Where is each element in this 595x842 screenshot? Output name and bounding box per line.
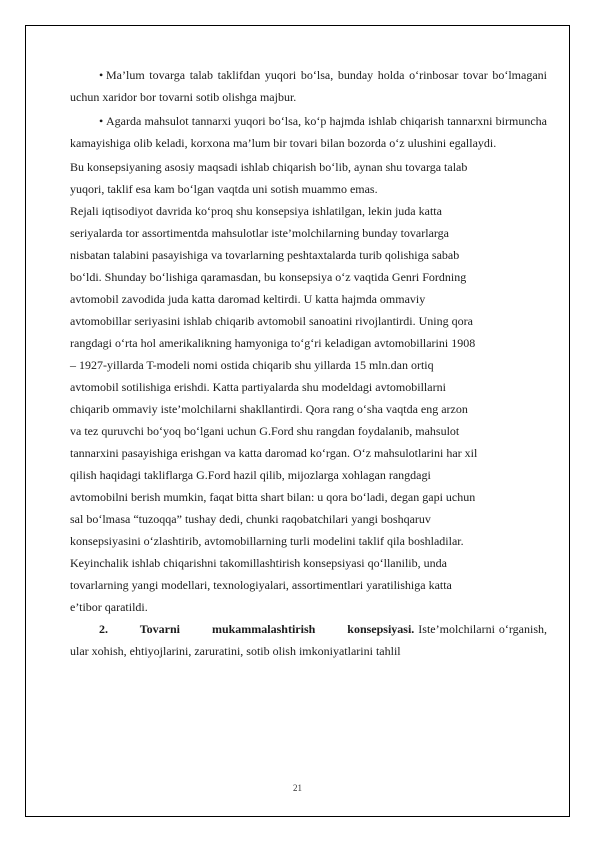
text-line: qilish haqidagi takliflarga G.Ford hazil qilib, mijozlarga xohlagan rangdagi — [70, 468, 431, 482]
text-line: avtomobillar seriyasini ishlab chiqarib avtomobil sanoatini rivojlantirdi. Uning qora — [70, 314, 473, 328]
text-line: yuqori, taklif esa kam bo‘lgan vaqtda uni sotish muammo emas. — [70, 182, 378, 196]
text-line: seriyalarda tor assortimentda mahsulotlar iste’molchilarning bunday tovarlarga — [70, 226, 449, 240]
section-heading: 2. Tovarni mukammalashtirish konsepsiyasi. — [99, 622, 415, 636]
section-2-paragraph — [70, 618, 547, 662]
text-line: avtomobil sotilishiga erishdi. Katta partiyalarda shu modeldagi avtomobillarni — [70, 380, 446, 394]
text-line: bo‘ldi. Shunday bo‘lishiga qaramasdan, bu konsepsiya o‘z vaqtida Genri Fordning — [70, 270, 467, 284]
text-line: sal bo‘lmasa “tuzoqqa” tushay dedi, chunki raqobatchilari yangi boshqaruv — [70, 512, 431, 526]
text-line: konsepsiyasini o‘zlashtirib, avtomobillarning turli modelini taklif qila boshladilar. — [70, 534, 464, 548]
bullet-item — [70, 110, 547, 154]
bullet-item — [70, 64, 547, 108]
text-line: avtomobilni berish mumkin, faqat bitta shart bilan: u qora bo‘ladi, degan gapi uchun — [70, 490, 476, 504]
text-line: e’tibor qaratildi. — [70, 600, 148, 614]
text-line: avtomobil zavodida juda katta daromad keltirdi. U katta hajmda ommaviy — [70, 292, 426, 306]
text-line: Keyinchalik ishlab chiqarishni takomillashtirish konsepsiyasi qo‘llanilib, unda — [70, 556, 447, 570]
paragraph-purpose — [70, 156, 547, 200]
text-line: chiqarib ommaviy iste’molchilarni shakllantirdi. Qora rang o‘sha vaqtda eng arzon — [70, 402, 468, 416]
text-line: Bu konsepsiyaning asosiy maqsadi ishlab chiqarish bo‘lib, aynan shu tovarga talab — [70, 160, 468, 174]
bullet-text: Ma’lum tovarga talab taklifdan yuqori bo‘lsa, bunday holda o‘rinbosar tovar bo‘lmagani uchun xaridor bor tovarni sotib olishga majbur. — [70, 68, 547, 104]
section-text: Iste’molchilarni o‘rganish, ular xohish, ehtiyojlarini, zaruratini, sotib olish imkoniyatlarini tahlil — [70, 622, 547, 658]
text-line: tovarlarning yangi modellari, texnologiyalari, assortimentlari yaratilishiga katta — [70, 578, 452, 592]
bullet-icon: • — [99, 114, 104, 128]
page-number: 21 — [293, 783, 302, 793]
text-line: va tez quruvchi bo‘yoq bo‘lgani uchun G.Ford shu rangdan foydalanib, mahsulot — [70, 424, 460, 438]
bullet-icon: • — [99, 68, 104, 82]
bullet-text: Agarda mahsulot tannarxi yuqori bo‘lsa, ko‘p hajmda ishlab chiqarish tannarxni birmuncha kamayishiga olib keladi, korxona ma’lum bir tovari bilan bozorda o‘z ulushini egallaydi. — [70, 114, 547, 150]
paragraph-history — [70, 200, 547, 618]
text-line: tannarxini pasayishiga erishgan va katta daromad ko‘rgan. O‘z mahsulotlarini har xil — [70, 446, 478, 460]
text-line: Rejali iqtisodiyot davrida ko‘proq shu konsepsiya ishlatilgan, lekin juda katta — [70, 204, 442, 218]
document-body — [70, 64, 547, 662]
text-line: rangdagi o‘rta hol amerikalikning hamyoniga to‘g‘ri keladigan avtomobillarini 1908 — [70, 336, 476, 350]
text-line: nisbatan talabini pasayishiga va tovarlarning peshtaxtalarda turib qolishiga sabab — [70, 248, 460, 262]
text-line: – 1927-yillarda T-modeli nomi ostida chiqarib shu yillarda 15 mln.dan ortiq — [70, 358, 434, 372]
